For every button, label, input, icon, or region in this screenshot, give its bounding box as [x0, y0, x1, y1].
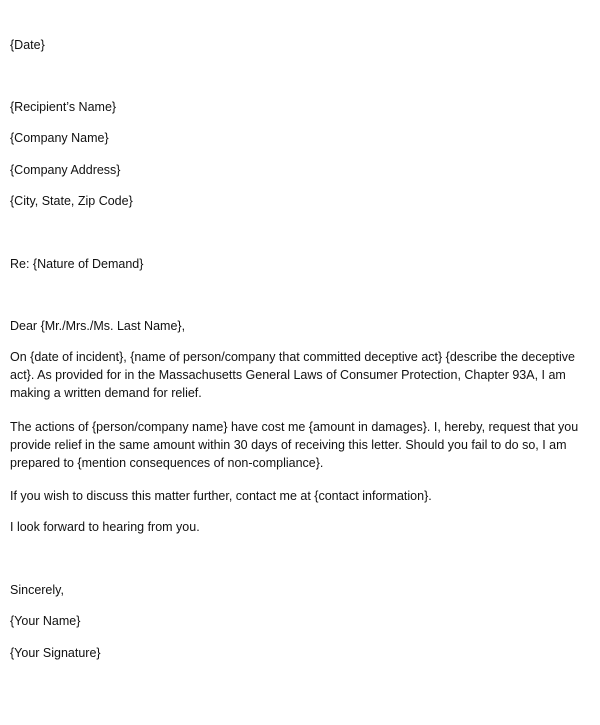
letter-date: {Date} [10, 38, 45, 52]
company-address: {Company Address} [10, 163, 121, 177]
subject-line: Re: {Nature of Demand} [10, 257, 144, 271]
paragraph-closing-remark: I look forward to hearing from you. [10, 520, 200, 534]
city-state-zip: {City, State, Zip Code} [10, 194, 133, 208]
paragraph-contact: If you wish to discuss this matter further, contact me at {contact information}. [10, 489, 432, 503]
your-name: {Your Name} [10, 614, 81, 628]
closing: Sincerely, [10, 583, 64, 597]
your-signature: {Your Signature} [10, 646, 101, 660]
paragraph-deceptive-act: On {date of incident}, {name of person/company that committed deceptive act} {describe the deceptive act}. As provided for in the Massachusetts General Laws of Consumer Protection, Chapter 93A, I am making a written demand for relief. [10, 350, 575, 400]
company-name: {Company Name} [10, 131, 109, 145]
paragraph-damages-request: The actions of {person/company name} have cost me {amount in damages}. I, hereby, request that you provide relief in the same amount within 30 days of receiving this letter. Should you fail to do so, I am prepared to {mention consequences of non-compliance}. [10, 420, 579, 470]
recipient-name: {Recipient’s Name} [10, 100, 117, 114]
salutation: Dear {Mr./Mrs./Ms. Last Name}, [10, 319, 186, 333]
